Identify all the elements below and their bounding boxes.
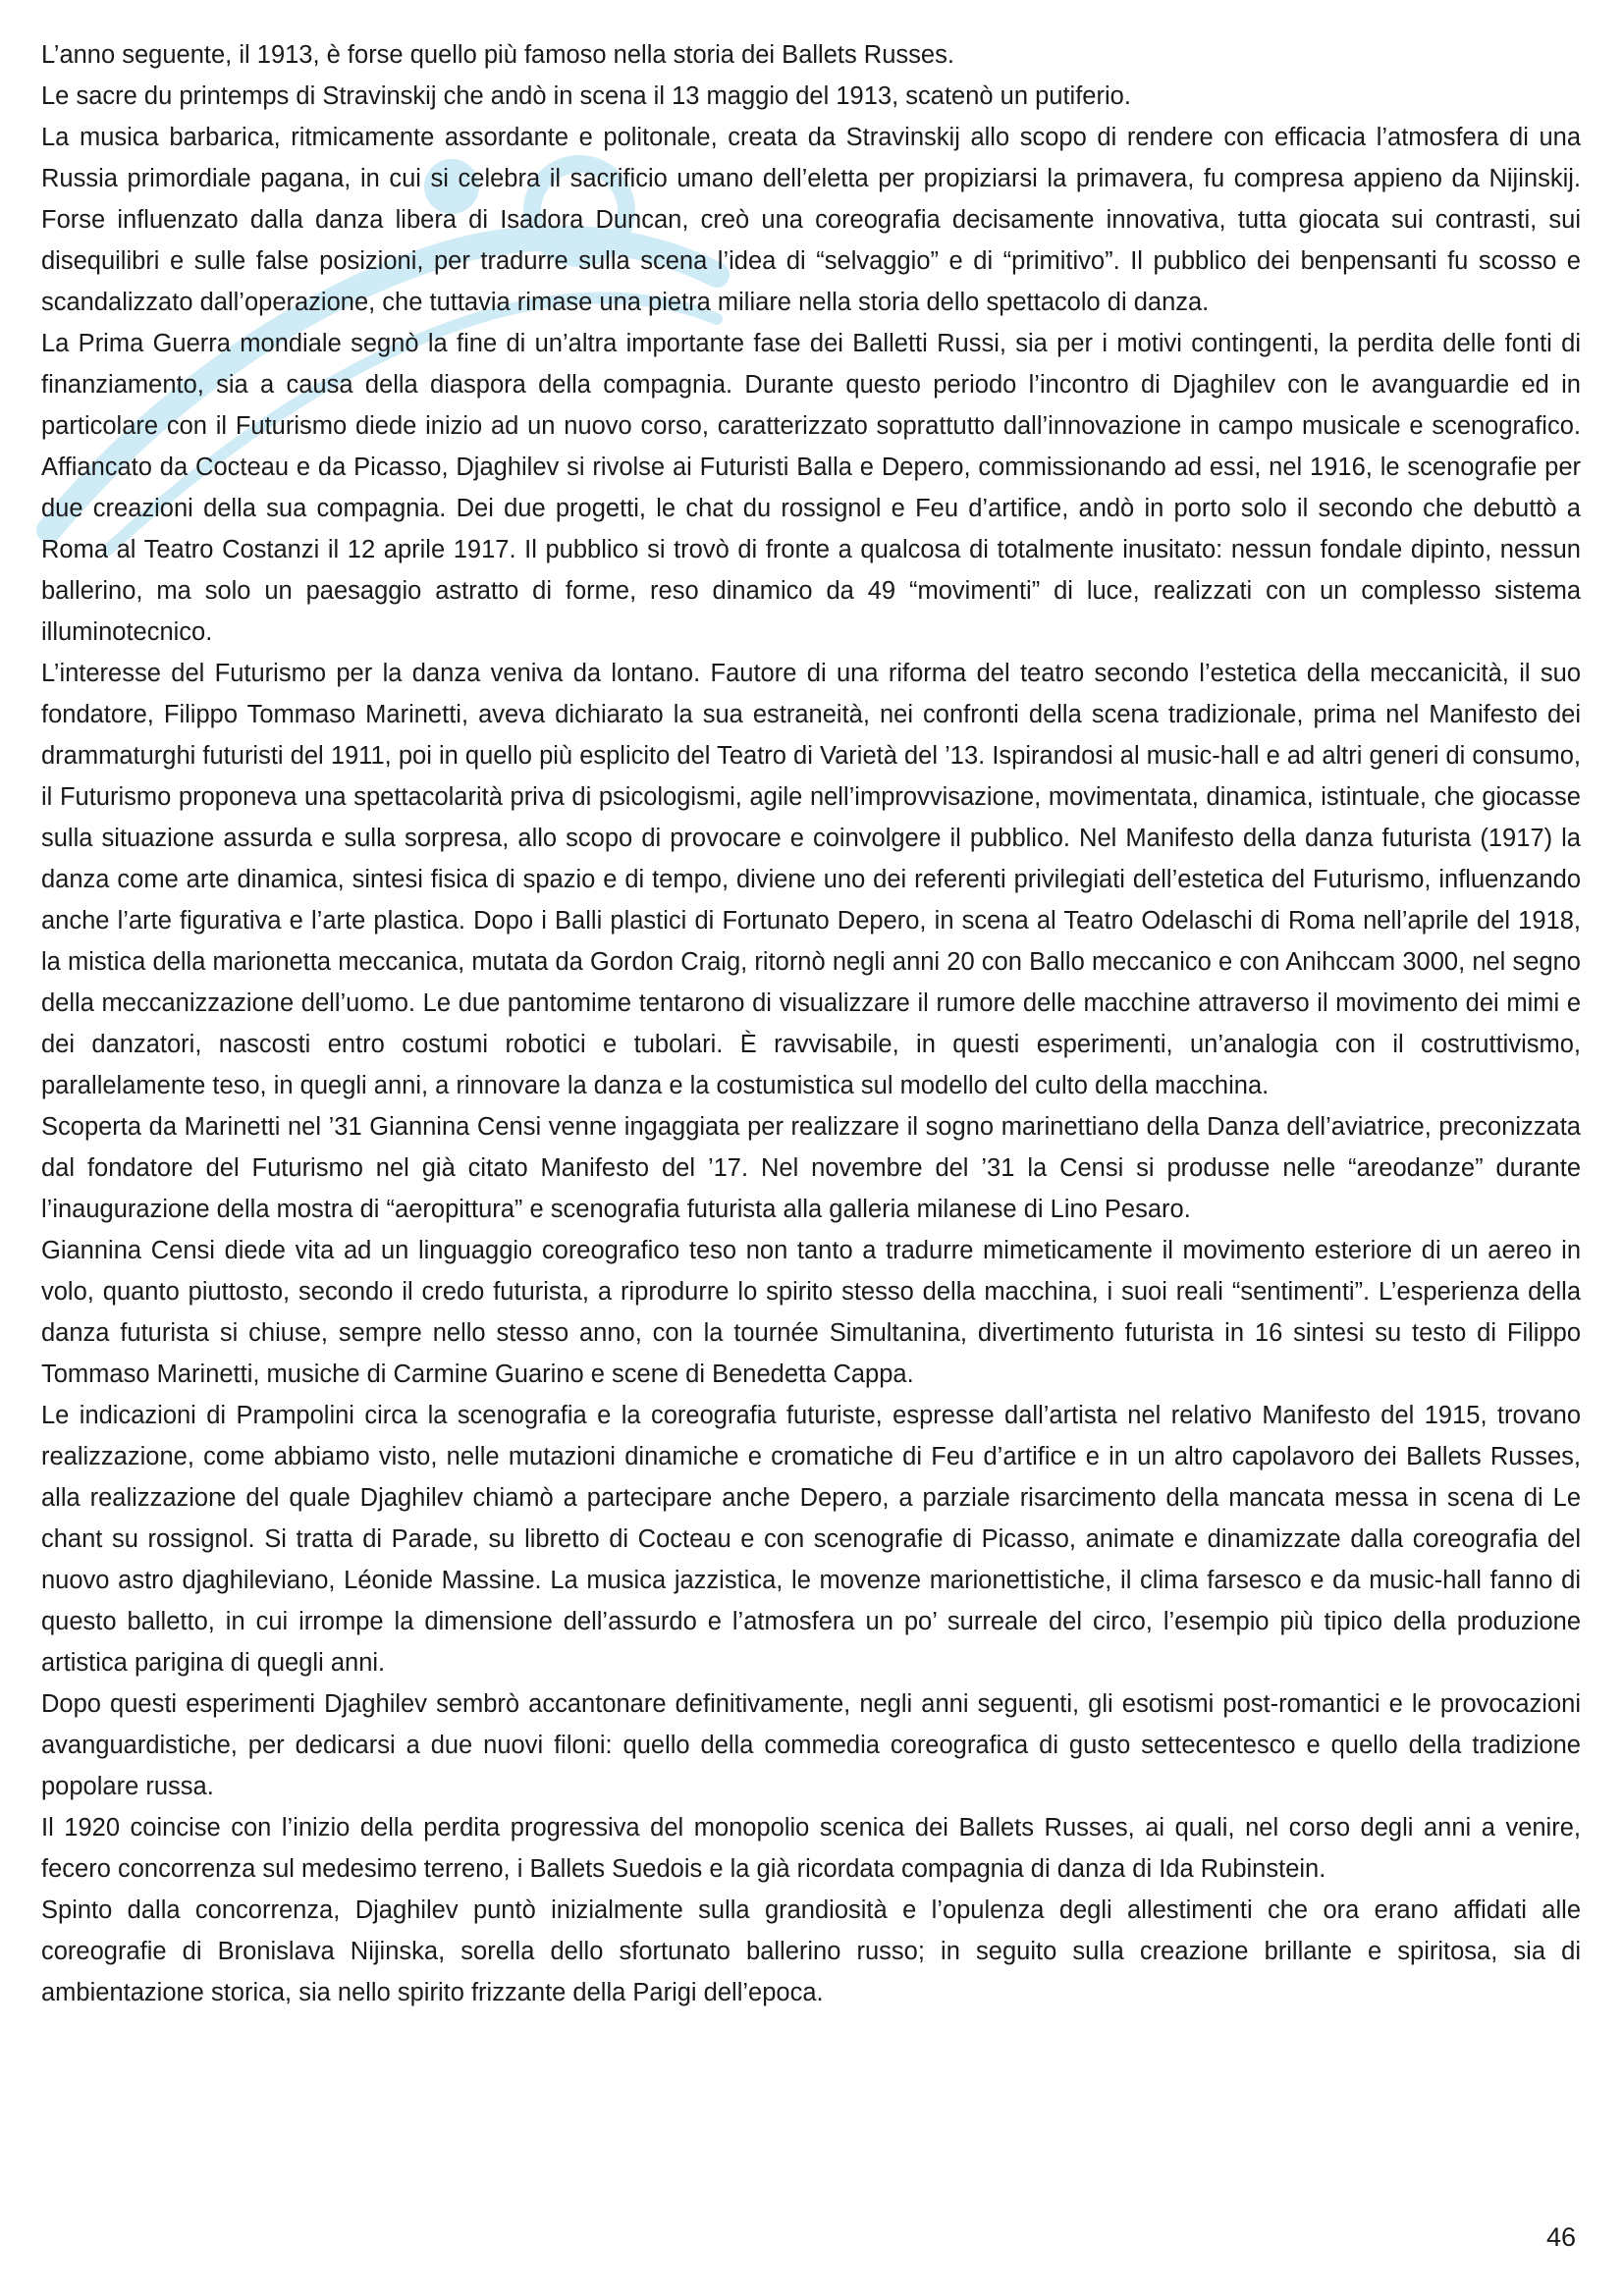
paragraph: Dopo questi esperimenti Djaghilev sembrò accantonare definitivamente, negli anni seguenti, gli esotismi post-romantici e le provocazioni avanguardistiche, per dedicarsi a due nuovi filoni: quello della commedia coreografica di gusto settecentesco e quello della tradizione popolare russa. (41, 1690, 1581, 1800)
paragraph: Il 1920 coincise con l’inizio della perdita progressiva del monopolio scenica dei Ballets Russes, ai quali, nel corso degli anni a venire, fecero concorrenza sul medesimo terreno, i Ballets Suedois e la già ricordata compagnia di danza di Ida Rubinstein. (41, 1814, 1581, 1883)
paragraph: Le indicazioni di Prampolini circa la scenografia e la coreografia futuriste, espresse dall’artista nel relativo Manifesto del 1915, trovano realizzazione, come abbiamo visto, nelle mutazioni dinamiche e cromatiche di Feu d’artifice e in un altro capolavoro dei Ballets Russes, alla realizzazione del quale Djaghilev chiamò a partecipare anche Depero, a parziale risarcimento della mancata messa in scena di Le chant su rossignol. Si tratta di Parade, su libretto di Cocteau e con scenografie di Picasso, animate e dinamizzate dalla coreografia del nuovo astro djaghileviano, Léonide Massine. La musica jazzistica, le movenze marionettistiche, il clima farsesco e da music-hall fanno di questo balletto, in cui irrompe la dimensione dell’assurdo e l’atmosfera un po’ surreale del circo, l’esempio più tipico della produzione artistica parigina di quegli anni. (41, 1402, 1581, 1677)
paragraph: Giannina Censi diede vita ad un linguaggio coreografico teso non tanto a tradurre mimeticamente il movimento esteriore di un aereo in volo, quanto piuttosto, secondo il credo futurista, a riprodurre lo spirito stesso della macchina, i suoi reali “sentimenti”. L’esperienza della danza futurista si chiuse, sempre nello stesso anno, con la tournée Simultanina, divertimento futurista in 16 sintesi su testo di Filippo Tommaso Marinetti, musiche di Carmine Guarino e scene di Benedetta Cappa. (41, 1237, 1581, 1388)
paragraph: L’anno seguente, il 1913, è forse quello più famoso nella storia dei Ballets Russes. (41, 41, 954, 69)
paragraph: La musica barbarica, ritmicamente assordante e politonale, creata da Stravinskij allo scopo di rendere con efficacia l’atmosfera di una Russia primordiale pagana, in cui si celebra il sacrificio umano dell’eletta per propiziarsi la primavera, fu compresa appieno da Nijinskij. Forse influenzato dalla danza libera di Isadora Duncan, creò una coreografia decisamente innovativa, tutta giocata sui contrasti, sui disequilibri e sulle false posizioni, per tradurre sulla scena l’idea di “selvaggio” e di “primitivo”. Il pubblico dei benpensanti fu scosso e scandalizzato dall’operazione, che tuttavia rimase una pietra miliare nella storia dello spettacolo di danza. (41, 124, 1581, 316)
paragraph: La Prima Guerra mondiale segnò la fine di un’altra importante fase dei Balletti Russi, sia per i motivi contingenti, la perdita delle fonti di finanziamento, sia a causa della diaspora della compagnia. Durante questo periodo l’incontro di Djaghilev con le avanguardie ed in particolare con il Futurismo diede inizio ad un nuovo corso, caratterizzato soprattutto dall’innovazione in campo musicale e scenografico. Affiancato da Cocteau e da Picasso, Djaghilev si rivolse ai Futuristi Balla e Depero, commissionando ad essi, nel 1916, le scenografie per due creazioni della sua compagnia. Dei due progetti, le chat du rossignol e Feu d’artifice, andò in porto solo il secondo che debuttò a Roma al Teatro Costanzi il 12 aprile 1917. Il pubblico si trovò di fronte a qualcosa di totalmente inusitato: nessun fondale dipinto, nessun ballerino, ma solo un paesaggio astratto di forme, reso dinamico da 49 “movimenti” di luce, realizzati con un complesso sistema illuminotecnico. (41, 330, 1581, 646)
document-body (41, 34, 1581, 2013)
paragraph: L’interesse del Futurismo per la danza veniva da lontano. Fautore di una riforma del teatro secondo l’estetica della meccanicità, il suo fondatore, Filippo Tommaso Marinetti, aveva dichiarato la sua estraneità, nei confronti della scena tradizionale, prima nel Manifesto dei drammaturghi futuristi del 1911, poi in quello più esplicito del Teatro di Varietà del ’13. Ispirandosi al music-hall e ad altri generi di consumo, il Futurismo proponeva una spettacolarità priva di psicologismi, agile nell’improvvisazione, movimentata, dinamica, istintuale, che giocasse sulla situazione assurda e sulla sorpresa, allo scopo di provocare e coinvolgere il pubblico. Nel Manifesto della danza futurista (1917) la danza come arte dinamica, sintesi fisica di spazio e di tempo, diviene uno dei referenti privilegiati dell’estetica del Futurismo, influenzando anche l’arte figurativa e l’arte plastica. Dopo i Balli plastici di Fortunato Depero, in scena al Teatro Odelaschi di Roma nell’aprile del 1918, la mistica della marionetta meccanica, mutata da Gordon Craig, ritornò negli anni 20 con Ballo meccanico e con Anihccam 3000, nel segno della meccanizzazione dell’uomo. Le due pantomime tentarono di visualizzare il rumore delle macchine attraverso il movimento dei mimi e dei danzatori, nascosti entro costumi robotici e tubolari. È ravvisabile, in questi esperimenti, un’analogia con il costruttivismo, parallelamente teso, in quegli anni, a rinnovare la danza e la costumistica sul modello del culto della macchina. (41, 660, 1581, 1099)
page-number: 46 (1545, 2222, 1576, 2252)
paragraph: Le sacre du printemps di Stravinskij che andò in scena il 13 maggio del 1913, scatenò un putiferio. (41, 82, 1131, 110)
paragraph: Scoperta da Marinetti nel ’31 Giannina Censi venne ingaggiata per realizzare il sogno marinettiano della Danza dell’aviatrice, preconizzata dal fondatore del Futurismo nel già citato Manifesto del ’17. Nel novembre del ’31 la Censi si produsse nelle “areodanze” durante l’inaugurazione della mostra di “aeropittura” e scenografia futurista alla galleria milanese di Lino Pesaro. (41, 1113, 1581, 1223)
paragraph: Spinto dalla concorrenza, Djaghilev puntò inizialmente sulla grandiosità e l’opulenza degli allestimenti che ora erano affidati alle coreografie di Bronislava Nijinska, sorella dello sfortunato ballerino russo; in seguito sulla creazione brillante e spiritosa, sia di ambientazione storica, sia nello spirito frizzante della Parigi dell’epoca. (41, 1896, 1581, 2006)
